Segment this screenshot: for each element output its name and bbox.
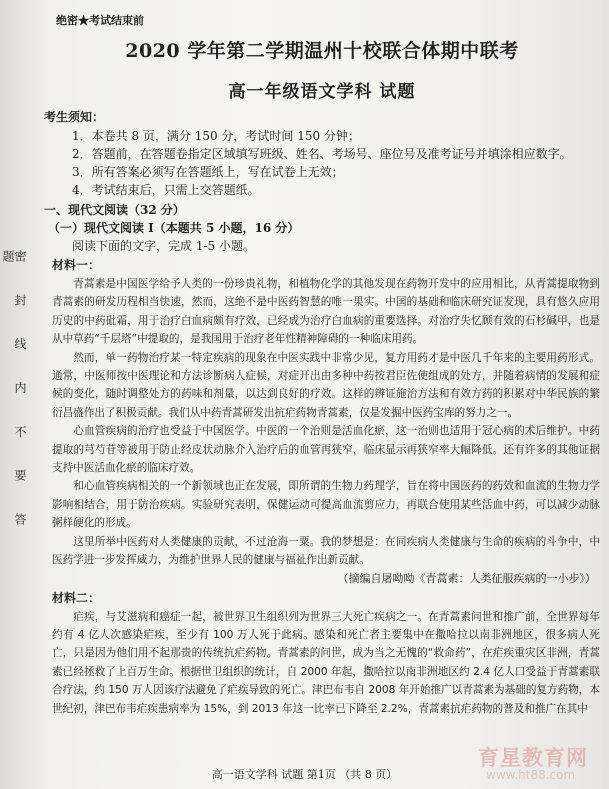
page-footer: 高一语文学科 试题 第1页 （共 8 页） xyxy=(211,768,398,781)
material-one-source: （摘编自屠呦呦《青蒿素：人类征服疾病的一小步》） xyxy=(337,571,596,585)
binding-line-notice: 密 封 线 内 不 要 答 题 xyxy=(1,250,27,539)
page-content xyxy=(44,12,600,718)
subsection-heading: （一）现代文阅读 I（本题共 5 小题，16 分） xyxy=(48,221,300,235)
material-one-paragraph: 这里所举中医药对人类健康的贡献，不过沧海一粟。我的梦想是：在同疾病人类健康与生命的疾病的斗争中，中医药学进一步发挥威力，为维护世界人民的健康与福祉作出新贡献。 xyxy=(52,535,600,567)
notice-heading: 考生须知： xyxy=(44,110,105,124)
watermark-url: www.ht88.com xyxy=(486,768,576,782)
material-one-paragraph: 青蒿素是中国医学给予人类的一份珍贵礼物，和植物化学的其他发现在药物开发中的应用相比，从青蒿提取物到青蒿素的研发历程相当快速，然而，这绝不是中医药智慧的唯一果实。中国的基础和临床研究证发现，具有悠久应用历史的中药砒霜，用于治疗白血病颇有疗效，已经成为治疗白血病的重要选择。对治疗失忆顾有效的石杉碱甲，也是从中草药“千层塔”中提取的，是我国用于治疗老年性精神障碍的一种临床用药。 xyxy=(52,278,600,346)
secret-mark: 绝密★考试结束前 xyxy=(56,14,144,27)
material-two-heading: 材料二： xyxy=(52,590,101,605)
notice-item: 3．所有答案必须写在答题纸上，写在试卷上无效； xyxy=(72,165,344,179)
material-two-paragraph: 疟疾，与艾滋病和癌症一起，被世界卫生组织列为世界三大死亡疾病之一。在青蒿素问世和推广前，全世界每年约有 4 亿人次感染疟疾，至少有 100 万人死于此病。感染和死亡者主要集中在撒哈拉以南非洲地区，很多病人死亡，只是因为他们用不起那贵的传统抗疟药物。青蒿素的问世，成为当之无愧的“救命药”，在疟疾重灾区非洲，青蒿素已经拯救了上百万生命。根据世卫组织的统计，自 2000 年起，撒哈拉以南非洲地区约 2.4 亿人口受益于青蒿素联合疗法，约 150 万人因该疗法避免了疟疾导致的死亡。津巴布韦自 2008 年开始推广以青蒿素为基础的复方药物，本世纪初，津巴布韦疟疾患病率为 15%，到 2013 年这一比率已下降至 2.2%，青蒿素抗疟药物的普及和推广在其中 xyxy=(52,610,600,715)
exam-title: 2020 学年第二学期温州十校联合体期中联考 xyxy=(125,40,519,62)
watermark-logo-text: 育星教育网 xyxy=(478,746,588,770)
site-watermark xyxy=(470,742,605,786)
material-one-paragraph: 和心血管疾病相关的一个新领域也正在发展，即所谓的生物力药理学，旨在将中国医药的药效和血流的生物力学影响相结合，用于防治疾病。实验研究表明，保健运动可提高血流剪应力，再联合使用某些活血中药，可以减少动脉粥样硬化的形成。 xyxy=(52,480,600,530)
exam-subtitle: 高一年级语文学科 试题 xyxy=(228,82,416,102)
notice-item: 1．本卷共 8 页，满分 150 分，考试时间 150 分钟； xyxy=(72,129,360,143)
section-heading: 一、现代文阅读（32 分） xyxy=(44,203,185,217)
reading-instruction: 阅读下面的文字，完成 1-5 小题。 xyxy=(72,239,255,253)
notice-item: 4．考试结束后，只需上交答题纸。 xyxy=(72,183,260,197)
material-one-paragraph: 心血管疾病的治疗也受益于中国医学。中医的一个治则是活血化瘀，这一治则也适用于冠心病的术后维护。中药提取的芎芍苷等被用于防止经皮状动脉介入治疗后的血管再狭窄，临床显示再狭窄率大幅降低。还有许多的其他证据支持中医活血化瘀的临床疗效。 xyxy=(52,425,600,475)
material-one-paragraph: 然而，单一药物治疗某一特定疾病的现象在中医实践中非常少见，复方用药才是中医几千年来的主要用药形式。通常，中医师按中医理论和方法诊断病人症候，对症开出由多种中药按君臣佐使组成的处方，并随着病情的发展和症候的变化，随时调整处方的药味和剂量，以达到良好的疗效。这样的辨证施治方法和有效方药的积累对中华民族的繁衍昌盛作出了积极贡献。我们从中药青蒿研发出抗疟药物青蒿素，仅是发掘中医药宝库的努力之一。 xyxy=(52,351,600,419)
material-one-heading: 材料一： xyxy=(52,258,101,272)
notice-item: 2．答题前，在答题卷指定区域填写班级、姓名、考场号、座位号及准考证号并填涂相应数字。 xyxy=(72,147,572,161)
